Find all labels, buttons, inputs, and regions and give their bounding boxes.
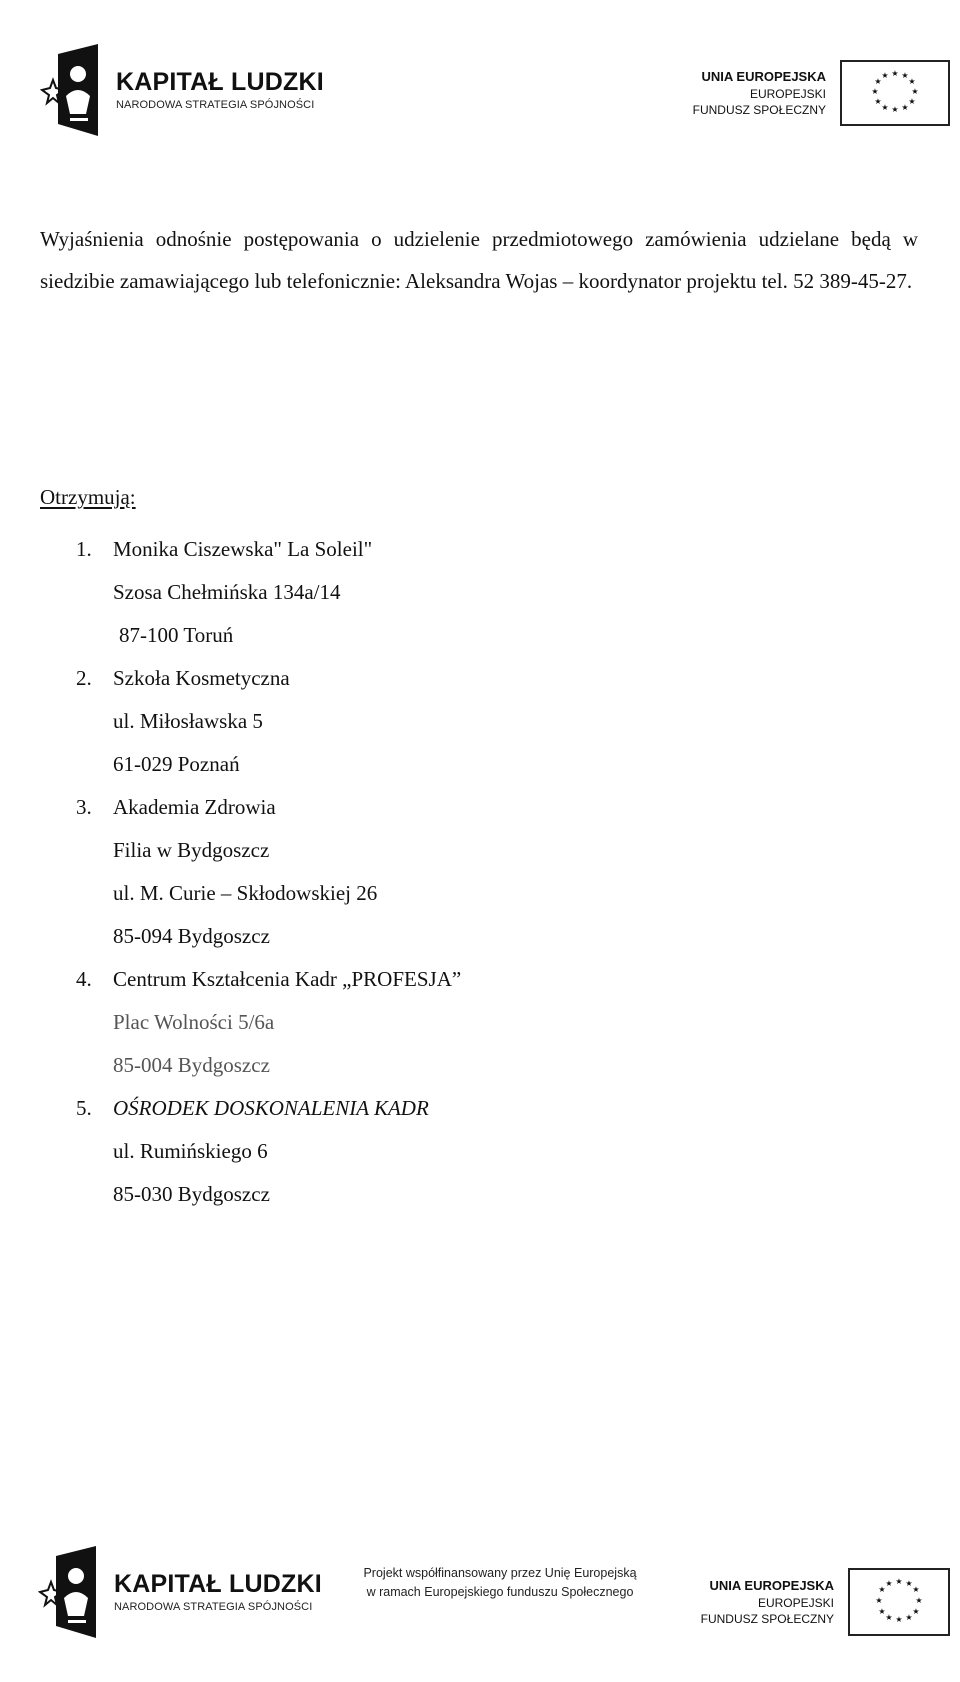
footer-cofinancing-note [340,1564,660,1602]
kapital-ludzki-title: KAPITAŁ LUDZKI [114,1570,322,1599]
recipient-number: 5. [76,1096,92,1120]
eu-flag-icon [848,1568,950,1636]
svg-text:★: ★ [891,105,899,114]
svg-text:★: ★ [908,77,916,86]
recipient-city: 85-004 Bydgoszcz [113,1053,270,1077]
eu-line-european: EUROPEJSKI [757,1595,834,1610]
kapital-ludzki-emblem-icon [40,44,104,136]
kapital-ludzki-title: KAPITAŁ LUDZKI [116,68,324,97]
svg-text:★: ★ [912,1607,920,1616]
recipient-number: 1. [76,537,92,561]
svg-text:★: ★ [885,1579,893,1588]
recipient-address: ul. Miłosławska 5 [113,709,263,733]
recipient-address: Plac Wolności 5/6a [113,1010,275,1034]
recipient-city: 85-094 Bydgoszcz [113,924,270,948]
header-eu-logo [693,60,950,126]
svg-text:★: ★ [912,1585,920,1594]
eu-line-fund: FUNDUSZ SPOŁECZNY [692,102,826,117]
recipients-heading: Otrzymują: [40,485,136,509]
svg-text:★: ★ [908,97,916,106]
svg-text:★: ★ [874,97,882,106]
svg-text:★: ★ [891,69,899,78]
svg-text:★: ★ [881,71,889,80]
footer-note-line-1: Projekt współfinansowany przez Unię Europejską [363,1566,637,1580]
footer-note-line-2: w ramach Europejskiego funduszu Społecznego [366,1584,634,1599]
recipient-name: Szkoła Kosmetyczna [113,666,290,690]
eu-line-european: EUROPEJSKI [749,86,826,101]
recipient-number: 2. [76,666,92,690]
footer-kapital-ludzki-logo [38,1546,322,1638]
eu-line-union: UNIA EUROPEJSKA [701,69,826,85]
svg-text:★: ★ [871,87,879,96]
svg-text:★: ★ [905,1579,913,1588]
recipient-city: 61-029 Poznań [113,752,240,776]
svg-text:★: ★ [878,1585,886,1594]
svg-text:★: ★ [885,1613,893,1622]
footer-eu-logo [701,1568,950,1636]
svg-text:★: ★ [881,103,889,112]
svg-text:★: ★ [911,87,919,96]
recipient-city: 85-030 Bydgoszcz [113,1182,270,1206]
svg-text:★: ★ [875,1596,883,1605]
svg-text:★: ★ [895,1577,903,1586]
svg-text:★: ★ [874,77,882,86]
header-kapital-ludzki-logo [40,44,324,136]
kapital-ludzki-subtitle: NARODOWA STRATEGIA SPÓJNOŚCI [116,98,315,111]
svg-text:★: ★ [905,1613,913,1622]
svg-text:★: ★ [901,103,909,112]
recipient-name: Centrum Kształcenia Kadr „PROFESJA” [113,967,462,991]
recipient-name: Monika Ciszewska" La Soleil" [113,537,373,561]
recipient-name: OŚRODEK DOSKONALENIA KADR [113,1096,429,1120]
svg-text:★: ★ [895,1615,903,1624]
recipient-number: 3. [76,795,92,819]
recipient-address: Szosa Chełmińska 134a/14 [113,580,341,604]
eu-line-union: UNIA EUROPEJSKA [709,1578,834,1594]
svg-text:★: ★ [901,71,909,80]
kapital-ludzki-subtitle: NARODOWA STRATEGIA SPÓJNOŚCI [114,1600,313,1613]
eu-flag-icon [840,60,950,126]
svg-text:★: ★ [915,1596,923,1605]
recipient-branch: Filia w Bydgoszcz [113,838,270,862]
recipient-number: 4. [76,967,92,991]
recipient-city: 87-100 Toruń [119,623,234,647]
recipient-address: ul. M. Curie – Skłodowskiej 26 [113,881,378,905]
recipient-address: ul. Rumińskiego 6 [113,1139,268,1163]
eu-line-fund: FUNDUSZ SPOŁECZNY [700,1611,834,1626]
svg-text:★: ★ [878,1607,886,1616]
recipient-name: Akademia Zdrowia [113,795,276,819]
kapital-ludzki-emblem-icon [38,1546,102,1638]
intro-paragraph: Wyjaśnienia odnośnie postępowania o udzielenie przedmiotowego zamówienia udzielane będą w siedzibie zamawiającego lub telefonicznie: Aleksandra Wojas – koordynator projektu tel. 52 389-45-27. [40,227,918,293]
